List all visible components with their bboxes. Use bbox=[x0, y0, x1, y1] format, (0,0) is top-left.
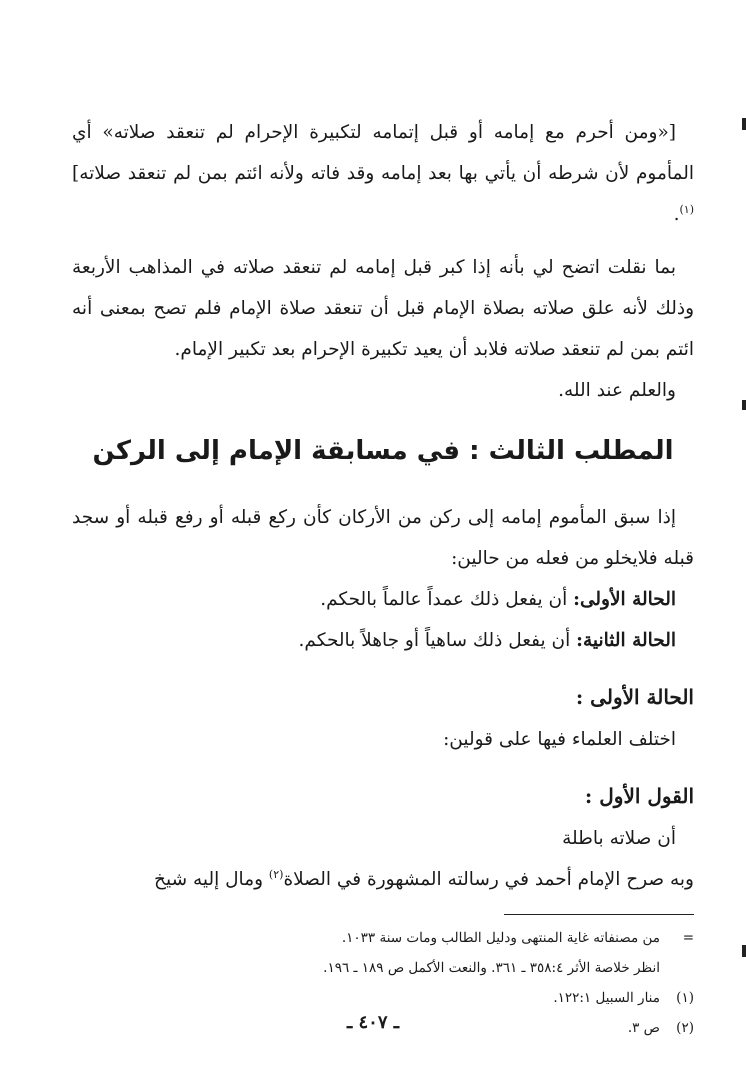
case-2-text: أن يفعل ذلك ساهياً أو جاهلاً بالحكم. bbox=[298, 630, 577, 651]
footnote-1 bbox=[72, 983, 694, 1013]
heading-case-1: الحالة الأولى : bbox=[575, 685, 694, 709]
last-line bbox=[72, 859, 694, 900]
heading-opinion-1: القول الأول : bbox=[584, 784, 694, 808]
spacer bbox=[72, 235, 694, 247]
case-1-label: الحالة الأولى: bbox=[573, 589, 676, 610]
footnote-1-number: (١) bbox=[676, 990, 694, 1006]
paragraph-conclusion: بما نقلت اتضح لي بأنه إذا كبر قبل إمامه لم تنعقد صلاته في المذاهب الأربعة وذلك لأنه علق صلاته بصلاة الإمام قبل أن تنعقد صلاة الإمام فلم تصح بمعنى أنه ائتم بمن لم تنعقد صلاته فلابد أن يعيد تكبيرة الإحرام بعد تكبير الإمام. bbox=[72, 257, 694, 360]
case-2-label: الحالة الثانية: bbox=[576, 630, 676, 651]
case-2-line bbox=[72, 620, 694, 661]
page-content bbox=[72, 112, 694, 1043]
edge-mark-top bbox=[742, 118, 746, 130]
edge-mark-middle bbox=[742, 400, 746, 410]
paragraph-quote-end: . bbox=[673, 204, 680, 225]
section-heading: المطلب الثالث : في مسابقة الإمام إلى الركن bbox=[92, 436, 674, 466]
paragraph-intro: إذا سبق المأموم إمامه إلى ركن من الأركان كأن ركع قبله أو رفع قبله أو سجد قبله فلايخلو من فعله من حالين: bbox=[72, 507, 694, 569]
footnote-2-text: ص ٣. bbox=[627, 1020, 660, 1036]
continuation-text-1: من مصنفاته غاية المنتهى ودليل الطالب ومات سنة ١٠٣٣. bbox=[341, 930, 660, 946]
footnote-2-number: (٢) bbox=[676, 1020, 694, 1036]
line-invalid: أن صلاته باطلة bbox=[562, 828, 676, 849]
footnote-ref-2[interactable]: (٢) bbox=[268, 867, 284, 881]
footnote-divider bbox=[504, 914, 694, 915]
case-1-text: أن يفعل ذلك عمداً عالماً بالحكم. bbox=[320, 589, 574, 610]
paragraph-quote-text: [«ومن أحرم مع إمامه أو قبل إتمامه لتكبيرة الإحرام لم تنعقد صلاته» أي المأموم لأن شرطه أن يأتي بها بعد إمامه وقد فاته ولأنه ائتم بمن لم تنعقد صلاته] bbox=[72, 122, 694, 184]
case-1-line bbox=[72, 579, 694, 620]
footnote-continuation-2 bbox=[72, 953, 694, 983]
footnote-ref-1[interactable]: (١) bbox=[679, 202, 694, 216]
edge-mark-bottom bbox=[742, 945, 746, 957]
paragraph-quote bbox=[72, 112, 694, 235]
line-disagree: اختلف العلماء فيها على قولين: bbox=[443, 729, 676, 750]
continuation-text-2: انظر خلاصة الأثر ٣٥٨:٤ ـ ٣٦١. والنعت الأكمل ص ١٨٩ ـ ١٩٦. bbox=[323, 960, 660, 976]
footnote-continuation-1 bbox=[72, 923, 694, 953]
footnote-1-text: منار السبيل ١٢٢:١. bbox=[553, 990, 660, 1006]
continuation-mark: = bbox=[682, 930, 694, 946]
closing-line: والعلم عند الله. bbox=[558, 380, 676, 401]
last-line-before: وبه صرح الإمام أحمد في رسالته المشهورة في الصلاة bbox=[283, 869, 694, 890]
last-line-after: ومال إليه شيخ bbox=[154, 869, 269, 890]
page-number: ـ ٤٠٧ ـ bbox=[346, 1012, 400, 1033]
